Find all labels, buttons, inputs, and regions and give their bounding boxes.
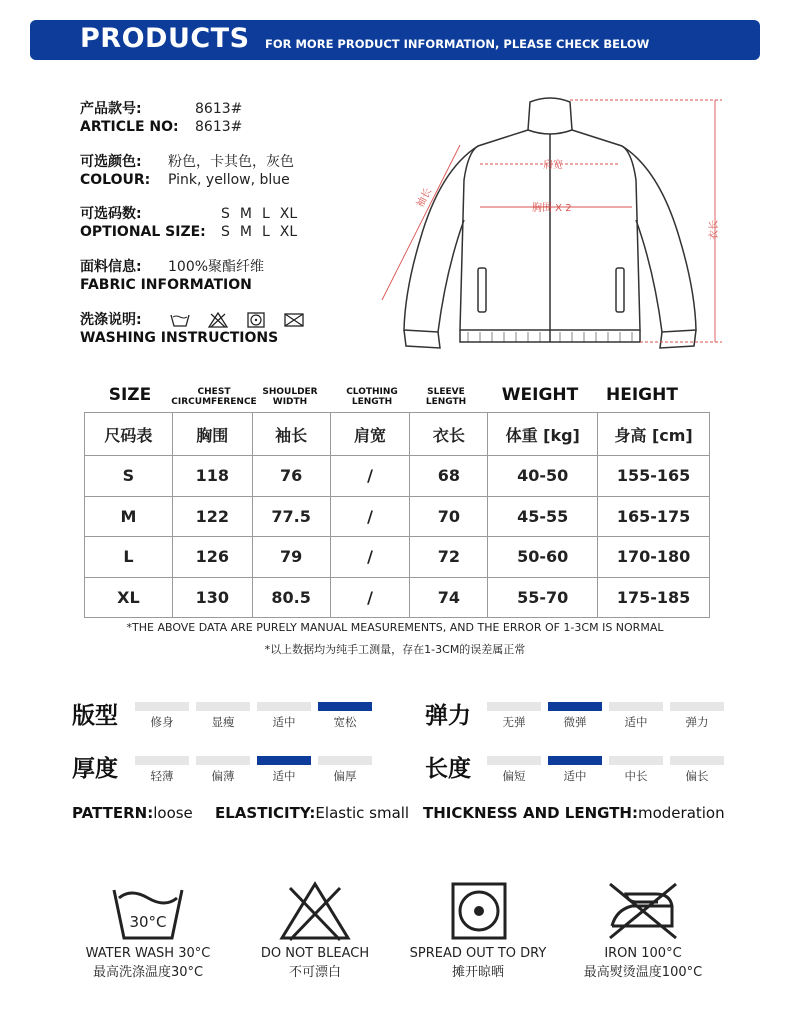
colour-info <box>80 153 294 189</box>
header-shoulder <box>258 387 322 407</box>
thickness-scale-label: 偏厚 <box>333 769 357 783</box>
size-option: L <box>261 224 270 240</box>
table-cell: 77.5 <box>252 496 330 537</box>
care-item-wash <box>63 880 233 980</box>
chest-label: 胸围 X 2 <box>532 203 572 214</box>
table-cell: 122 <box>172 496 252 537</box>
summary-thickness-label: THICKNESS AND LENGTH: <box>423 804 638 822</box>
length-scale-bar <box>487 756 541 765</box>
thickness-title: 厚度 <box>72 756 118 782</box>
care-dry-en: SPREAD OUT TO DRY <box>409 946 547 961</box>
care-iron-cn: 最高熨烫温度100°C <box>583 965 703 980</box>
table-cell: 170-180 <box>598 537 710 578</box>
table-cell: L <box>85 537 173 578</box>
header-height: HEIGHT <box>606 385 678 405</box>
fabric-en-label: FABRIC INFORMATION <box>80 277 252 293</box>
article-cn-label: 产品款号: <box>80 101 142 117</box>
dimension-lines <box>382 100 722 342</box>
table-cell: M <box>85 496 173 537</box>
jacket-outline <box>404 98 696 348</box>
table-cell: 165-175 <box>598 496 710 537</box>
size-cn-label: 可选码数: <box>80 206 142 222</box>
article-en-value: 8613# <box>195 119 243 135</box>
length-scale-label: 偏长 <box>685 769 709 783</box>
care-item-bleach <box>230 880 400 980</box>
wash-en-label: WASHING INSTRUCTIONS <box>80 330 279 346</box>
header-clothing-line: LENGTH <box>351 397 393 407</box>
table-cell: 76 <box>252 456 330 497</box>
thickness-scale-label: 偏薄 <box>211 769 235 783</box>
care-iron-en: IRON 100°C <box>604 946 682 961</box>
size-option: M <box>239 224 252 240</box>
length-scale-bar <box>609 756 663 765</box>
note-cn: *以上数据均为纯手工测量，存在1-3CM的误差属正常 <box>264 643 526 656</box>
table-header-cell: 衣长 <box>410 413 488 456</box>
elasticity-scale-label: 无弹 <box>502 715 526 729</box>
header-shoulder-line: WIDTH <box>272 397 308 407</box>
header-size: SIZE <box>108 385 152 405</box>
length-scale-bar <box>670 756 724 765</box>
summary-elasticity-label: ELASTICITY: <box>215 804 316 822</box>
summary-pattern-value: loose <box>153 804 193 822</box>
table-row <box>85 456 710 497</box>
table-row <box>85 577 710 618</box>
article-en-label: ARTICLE NO: <box>80 119 179 135</box>
wash-cn-label: 洗涤说明: <box>80 312 142 328</box>
spread-dry-icon <box>441 880 515 942</box>
size-options-cn <box>221 206 307 222</box>
table-cell: 79 <box>252 537 330 578</box>
thickness-scale-bar <box>318 756 372 765</box>
shoulder-label: 肩宽 <box>543 160 563 171</box>
table-cell: 68 <box>410 456 488 497</box>
mini-no-bleach-icon <box>208 312 228 328</box>
thickness-scale-bar <box>196 756 250 765</box>
table-header-cell: 尺码表 <box>85 413 173 456</box>
table-cell: 74 <box>410 577 488 618</box>
pattern-scale-label: 显瘦 <box>211 715 235 729</box>
header-sleeve-line: SLEEVE <box>427 387 465 397</box>
wash-temp-symbol: 30°C <box>129 913 167 931</box>
table-header-cell: 身高 [cm] <box>598 413 710 456</box>
thickness-scale-bar <box>257 756 311 765</box>
table-cell: / <box>330 537 410 578</box>
header-banner <box>30 20 760 60</box>
header-chest-line: CHEST <box>197 387 231 397</box>
banner-title: PRODUCTS <box>80 23 250 54</box>
table-cell: 55-70 <box>488 577 598 618</box>
care-wash-en: WATER WASH 30°C <box>85 946 211 961</box>
iron-icon <box>606 880 680 942</box>
size-option: S <box>221 206 230 222</box>
colour-en-value: Pink, yellow, blue <box>168 172 290 188</box>
summary-thickness <box>423 804 725 822</box>
table-cell: 45-55 <box>488 496 598 537</box>
article-cn-value: 8613# <box>195 101 243 117</box>
table-row <box>85 496 710 537</box>
care-dry-cn: 摊开晾晒 <box>451 965 504 980</box>
header-sleeve <box>418 387 474 407</box>
table-cell: 50-60 <box>488 537 598 578</box>
thickness-scale-label: 适中 <box>272 769 296 783</box>
mini-no-iron-icon <box>284 312 304 328</box>
length-scale-bar <box>548 756 602 765</box>
table-cell: / <box>330 577 410 618</box>
summary-pattern <box>72 804 193 822</box>
length-scale-label: 适中 <box>563 769 587 783</box>
size-options-en <box>221 224 307 240</box>
fabric-cn-value: 100%聚酯纤维 <box>168 259 265 275</box>
summary-pattern-label: PATTERN: <box>72 804 154 822</box>
size-option: XL <box>279 224 298 240</box>
colour-cn-label: 可选颜色: <box>80 154 142 170</box>
elasticity-scale-label: 适中 <box>624 715 648 729</box>
summary-thickness-value: moderation <box>637 804 725 822</box>
care-bleach-cn: 不可漂白 <box>288 965 341 980</box>
summary-elasticity-value: Elastic small <box>315 804 410 822</box>
table-row <box>85 537 710 578</box>
elasticity-scale-bar <box>487 702 541 711</box>
length-scale-label: 中长 <box>624 769 648 783</box>
sleeve-label: 袖长 <box>414 186 435 210</box>
header-clothing <box>338 387 406 407</box>
fabric-cn-label: 面料信息: <box>80 259 142 275</box>
jacket-diagram <box>360 90 740 360</box>
size-en-label: OPTIONAL SIZE: <box>80 224 206 240</box>
size-info <box>80 205 307 241</box>
header-clothing-line: CLOTHING <box>346 387 398 397</box>
length-title: 长度 <box>425 756 471 782</box>
table-cell: 80.5 <box>252 577 330 618</box>
fabric-info <box>80 258 264 294</box>
table-cell: XL <box>85 577 173 618</box>
table-header-cell: 肩宽 <box>330 413 410 456</box>
header-weight: WEIGHT <box>501 385 579 405</box>
wash-mini-icons <box>170 312 304 328</box>
size-option: S <box>221 224 230 240</box>
banner-subtitle: FOR MORE PRODUCT INFORMATION, PLEASE CHECK BELOW <box>265 37 650 51</box>
care-bleach-en: DO NOT BLEACH <box>260 946 370 961</box>
elasticity-scale-bar <box>609 702 663 711</box>
summary-elasticity <box>215 804 409 822</box>
elasticity-scale-label: 微弹 <box>563 715 587 729</box>
table-cell: / <box>330 496 410 537</box>
care-item-dry <box>393 880 563 980</box>
pattern-scale-bar <box>135 702 189 711</box>
table-cell: 70 <box>410 496 488 537</box>
table-cell: / <box>330 456 410 497</box>
table-cell: 72 <box>410 537 488 578</box>
table-header-cell: 胸围 <box>172 413 252 456</box>
pattern-scale-bar <box>257 702 311 711</box>
table-cell: S <box>85 456 173 497</box>
pattern-scale-label: 宽松 <box>333 715 357 729</box>
pattern-scale-label: 适中 <box>272 715 296 729</box>
article-info <box>80 100 242 136</box>
mini-dry-icon <box>246 312 266 328</box>
length-label: 衣长 <box>709 220 720 240</box>
table-cell: 118 <box>172 456 252 497</box>
thickness-scale-label: 轻薄 <box>150 769 174 783</box>
pattern-title: 版型 <box>72 703 118 729</box>
pattern-scale-label: 修身 <box>150 715 174 729</box>
care-item-iron <box>558 880 728 980</box>
pattern-scale-bar <box>196 702 250 711</box>
table-header-cell: 袖长 <box>252 413 330 456</box>
table-cell: 175-185 <box>598 577 710 618</box>
size-table <box>84 412 710 618</box>
pattern-scale-bar <box>318 702 372 711</box>
no-bleach-icon <box>278 880 352 942</box>
table-header-cell: 体重 [kg] <box>488 413 598 456</box>
note-en: *THE ABOVE DATA ARE PURELY MANUAL MEASUREMENTS, AND THE ERROR OF 1-3CM IS NORMAL <box>126 621 664 634</box>
size-option: L <box>261 206 270 222</box>
elasticity-scale-label: 弹力 <box>685 715 709 729</box>
table-header-row <box>85 413 710 456</box>
header-sleeve-line: LENGTH <box>425 397 467 407</box>
header-chest <box>168 387 260 407</box>
mini-wash-icon <box>170 312 190 328</box>
length-scale-label: 偏短 <box>502 769 526 783</box>
size-option: XL <box>279 206 298 222</box>
colour-cn-value: 粉色，卡其色，灰色 <box>168 154 294 170</box>
size-option: M <box>239 206 252 222</box>
table-cell: 155-165 <box>598 456 710 497</box>
care-wash-cn: 最高洗涤温度30°C <box>92 965 204 980</box>
elasticity-scale-bar <box>548 702 602 711</box>
wash-30-icon <box>111 880 185 942</box>
table-cell: 130 <box>172 577 252 618</box>
table-cell: 40-50 <box>488 456 598 497</box>
header-chest-line: CIRCUMFERENCE <box>171 397 257 407</box>
header-shoulder-line: SHOULDER <box>262 387 318 397</box>
thickness-scale-bar <box>135 756 189 765</box>
colour-en-label: COLOUR: <box>80 172 151 188</box>
elasticity-title: 弹力 <box>425 703 471 729</box>
elasticity-scale-bar <box>670 702 724 711</box>
table-cell: 126 <box>172 537 252 578</box>
